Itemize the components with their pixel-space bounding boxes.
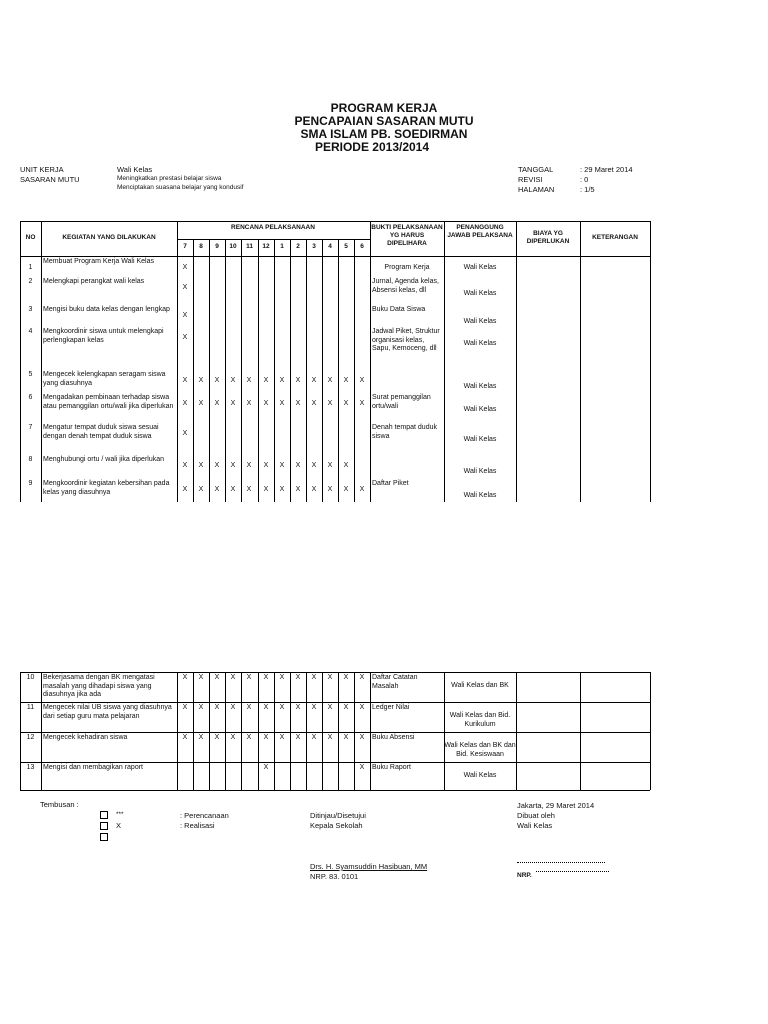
principal-name: Drs. H. Syamsuddin Hasibuan, MM: [310, 862, 428, 871]
legend-box-3: [100, 833, 108, 841]
row-kegiatan: Bekerjasama dengan BK mengatasi masalah yang dihadapi siswa yang diasuhnya jika ada: [43, 674, 155, 698]
realisasi-mark: X: [359, 400, 365, 407]
realisasi-mark: X: [230, 462, 236, 469]
month-header-8: 8: [199, 243, 203, 250]
realisasi-mark: X: [182, 486, 188, 493]
month-rule: [209, 672, 210, 790]
realisasi-mark: X: [327, 400, 333, 407]
realisasi-mark: X: [327, 734, 333, 741]
row-bukti: Daftar Piket: [372, 480, 409, 487]
column-rule: [370, 672, 371, 790]
row-number: 12: [26, 734, 35, 741]
row-bukti: Jadwal Piket, Struktur organisasi kelas, Sapu, Kemoceng, dll: [372, 328, 440, 352]
realisasi-mark: X: [198, 486, 204, 493]
realisasi-mark: X: [295, 704, 301, 711]
sasaran-value-1: Meningkatkan prestasi belajar siswa: [117, 175, 222, 182]
month-header-4: 4: [328, 243, 332, 250]
realisasi-mark: X: [295, 486, 301, 493]
realisasi-mark: X: [327, 674, 333, 681]
unit-label: UNIT KERJA: [20, 165, 64, 174]
row-number: 6: [28, 394, 33, 401]
realisasi-mark: X: [343, 674, 349, 681]
revisi-label: REVISI: [518, 175, 543, 184]
realisasi-mark: X: [182, 704, 188, 711]
realisasi-mark: X: [311, 400, 317, 407]
realisasi-mark: X: [246, 704, 252, 711]
realisasi-mark: X: [327, 704, 333, 711]
row-penanggung-jawab: Wali Kelas: [463, 468, 497, 475]
row-penanggung-jawab: Wali Kelas: [463, 264, 497, 271]
realisasi-mark: X: [279, 377, 285, 384]
row-number: 3: [28, 306, 33, 313]
legend-symbol-real: X: [116, 821, 122, 830]
realisasi-mark: X: [311, 486, 317, 493]
realisasi-mark: X: [343, 400, 349, 407]
month-rule: [241, 672, 242, 790]
row-penanggung-jawab: Wali Kelas: [463, 436, 497, 443]
realisasi-mark: X: [230, 400, 236, 407]
row-kegiatan: Mengkoordinir kegiatan kebersihan pada kelas yang diasuhnya: [43, 480, 170, 496]
realisasi-mark: X: [279, 734, 285, 741]
realisasi-mark: X: [311, 704, 317, 711]
month-rule: [354, 672, 355, 790]
row-penanggung-jawab: Wali Kelas: [463, 383, 497, 390]
row-kegiatan: Mengisi buku data kelas dengan lengkap: [43, 306, 170, 313]
realisasi-mark: X: [198, 400, 204, 407]
doc-title-line4: PERIODE 2013/2014: [314, 140, 430, 154]
realisasi-mark: X: [295, 400, 301, 407]
wali-nrp-label: NRP.: [517, 872, 532, 879]
realisasi-mark: X: [198, 462, 204, 469]
month-rule: [225, 672, 226, 790]
row-number: 5: [28, 371, 33, 378]
column-rule: [41, 221, 42, 502]
month-header-12: 12: [262, 243, 270, 250]
col-rencana-header: RENCANA PELAKSANAAN: [231, 224, 315, 231]
tembusan-label: Tembusan :: [40, 800, 79, 809]
row-penanggung-jawab: Wali Kelas: [463, 318, 497, 325]
realisasi-mark: X: [343, 377, 349, 384]
realisasi-mark: X: [263, 400, 269, 407]
tanggal-label: TANGGAL: [518, 165, 554, 174]
row-penanggung-jawab: Wali Kelas dan BK dan Bid. Kesiswaan: [444, 742, 516, 758]
row-kegiatan: Mengadakan pembinaan terhadap siswa atau pemanggilan ortu/wali jika diperlukan: [43, 394, 174, 410]
row-kegiatan: Membuat Program Kerja Wali Kelas: [43, 258, 155, 265]
dibuat-label: Dibuat oleh: [517, 811, 555, 820]
realisasi-mark: X: [311, 734, 317, 741]
realisasi-mark: X: [295, 462, 301, 469]
realisasi-mark: X: [263, 674, 269, 681]
row-penanggung-jawab: Wali Kelas dan BK: [451, 682, 509, 689]
realisasi-mark: X: [263, 764, 269, 771]
realisasi-mark: X: [263, 704, 269, 711]
realisasi-mark: X: [359, 764, 365, 771]
halaman-value: : 1/5: [580, 185, 595, 194]
month-rule: [290, 672, 291, 790]
row-penanggung-jawab: Wali Kelas: [463, 406, 497, 413]
col-biaya-header: BIAYA YG DIPERLUKAN: [526, 230, 570, 245]
column-rule: [516, 672, 517, 790]
realisasi-mark: X: [263, 462, 269, 469]
realisasi-mark: X: [230, 704, 236, 711]
realisasi-mark: X: [214, 377, 220, 384]
realisasi-mark: X: [214, 704, 220, 711]
realisasi-mark: X: [182, 264, 188, 271]
col-no-header: NO: [25, 234, 36, 241]
realisasi-mark: X: [182, 462, 188, 469]
realisasi-mark: X: [214, 734, 220, 741]
realisasi-mark: X: [359, 674, 365, 681]
realisasi-mark: X: [214, 462, 220, 469]
realisasi-mark: X: [263, 486, 269, 493]
col-pj-header: PENANGGUNG JAWAB PELAKSANA: [447, 224, 513, 239]
realisasi-mark: X: [311, 462, 317, 469]
row-bukti: Denah tempat duduk siswa: [372, 424, 437, 440]
header-bottom-rule: [20, 256, 650, 257]
row-number: 8: [28, 456, 33, 463]
row-penanggung-jawab: Wali Kelas: [463, 340, 497, 347]
row-penanggung-jawab: Wali Kelas: [463, 290, 497, 297]
realisasi-mark: X: [198, 674, 204, 681]
month-header-3: 3: [312, 243, 316, 250]
doc-title-line3: SMA ISLAM PB. SOEDIRMAN: [300, 127, 468, 141]
place-date: Jakarta, 29 Maret 2014: [517, 801, 595, 810]
doc-title-line1: PROGRAM KERJA: [330, 101, 438, 115]
realisasi-mark: X: [311, 674, 317, 681]
row-penanggung-jawab: Wali Kelas dan Bid. Kurikulum: [449, 712, 511, 728]
realisasi-mark: X: [359, 734, 365, 741]
row-number: 10: [26, 674, 35, 681]
row-number: 11: [26, 704, 35, 711]
realisasi-mark: X: [327, 377, 333, 384]
row-number: 9: [28, 480, 33, 487]
row-penanggung-jawab: Wali Kelas: [463, 772, 497, 779]
column-rule: [370, 221, 371, 502]
signature-line-nrp: [536, 871, 609, 872]
realisasi-mark: X: [343, 486, 349, 493]
row-number: 1: [28, 264, 33, 271]
realisasi-mark: X: [198, 734, 204, 741]
realisasi-mark: X: [343, 462, 349, 469]
column-rule: [580, 672, 581, 790]
column-rule: [177, 672, 178, 790]
row-number: 4: [28, 328, 33, 335]
month-rule: [258, 672, 259, 790]
realisasi-mark: X: [263, 377, 269, 384]
realisasi-mark: X: [214, 400, 220, 407]
realisasi-mark: X: [198, 377, 204, 384]
column-rule: [516, 221, 517, 502]
month-rule: [338, 672, 339, 790]
realisasi-mark: X: [182, 674, 188, 681]
realisasi-mark: X: [182, 377, 188, 384]
month-header-2: 2: [296, 243, 300, 250]
column-rule: [650, 672, 651, 790]
sasaran-label: SASARAN MUTU: [20, 175, 80, 184]
tanggal-value: : 29 Maret 2014: [580, 165, 633, 174]
row-bukti: Program Kerja: [384, 264, 430, 271]
col-bukti-header: BUKTI PELAKSANAAN YG HARUS DIPELIHARA: [371, 224, 443, 247]
realisasi-mark: X: [246, 734, 252, 741]
month-header-6: 6: [360, 243, 364, 250]
month-rule: [354, 239, 355, 502]
realisasi-mark: X: [263, 734, 269, 741]
halaman-label: HALAMAN: [518, 185, 555, 194]
row-penanggung-jawab: Wali Kelas: [463, 492, 497, 499]
realisasi-mark: X: [230, 674, 236, 681]
realisasi-mark: X: [295, 674, 301, 681]
unit-value: Wali Kelas: [117, 165, 153, 174]
realisasi-mark: X: [214, 674, 220, 681]
realisasi-mark: X: [295, 734, 301, 741]
realisasi-mark: X: [198, 704, 204, 711]
legend-box-2: [100, 822, 108, 830]
month-header-10: 10: [229, 243, 237, 250]
realisasi-mark: X: [343, 704, 349, 711]
realisasi-mark: X: [182, 284, 188, 291]
ditinjau-label: Ditinjau/Disetujui: [310, 811, 366, 820]
row-kegiatan: Mengecek nilai UB siswa yang diasuhnya dari setiap guru mata pelajaran: [43, 704, 172, 720]
col-kegiatan-header: KEGIATAN YANG DILAKUKAN: [62, 234, 156, 241]
column-rule: [41, 672, 42, 790]
month-header-1: 1: [280, 243, 284, 250]
row-kegiatan: Melengkapi perangkat wali kelas: [43, 278, 145, 285]
month-header-9: 9: [215, 243, 219, 250]
row-bukti: Buku Absensi: [372, 734, 415, 741]
realisasi-mark: X: [359, 377, 365, 384]
realisasi-mark: X: [246, 400, 252, 407]
realisasi-mark: X: [327, 462, 333, 469]
month-rule: [274, 672, 275, 790]
principal-nrp: NRP. 83. 0101: [310, 872, 359, 881]
row-kegiatan: Mengisi dan membagikan raport: [43, 764, 143, 771]
row-kegiatan: Mengkoordinir siswa untuk melengkapi perlengkapan kelas: [43, 328, 164, 344]
row-kegiatan: Mengatur tempat duduk siswa sesuai dengan denah tempat duduk siswa: [43, 424, 159, 440]
doc-title-line2: PENCAPAIAN SASARAN MUTU: [294, 114, 474, 128]
month-rule: [306, 672, 307, 790]
row-kegiatan: Mengecek kehadiran siswa: [43, 734, 128, 741]
realisasi-mark: X: [279, 400, 285, 407]
realisasi-mark: X: [182, 312, 188, 319]
month-header-11: 11: [246, 243, 253, 250]
revisi-value: : 0: [580, 175, 589, 184]
realisasi-mark: X: [230, 377, 236, 384]
realisasi-mark: X: [182, 734, 188, 741]
legend-text-real: : Realisasi: [180, 821, 215, 830]
legend-text-plan: : Perencanaan: [180, 811, 229, 820]
column-rule: [580, 221, 581, 502]
realisasi-mark: X: [182, 430, 188, 437]
realisasi-mark: X: [246, 674, 252, 681]
realisasi-mark: X: [359, 486, 365, 493]
realisasi-mark: X: [279, 674, 285, 681]
sasaran-value-2: Menciptakan suasana belajar yang kondusif: [117, 184, 244, 191]
row-bukti: Ledger Nilai: [372, 704, 410, 711]
table2-top-rule: [20, 672, 650, 673]
realisasi-mark: X: [343, 734, 349, 741]
realisasi-mark: X: [279, 704, 285, 711]
realisasi-mark: X: [359, 704, 365, 711]
realisasi-mark: X: [246, 462, 252, 469]
table2-row-rule: [20, 732, 650, 733]
legend-symbol-plan: ***: [116, 811, 124, 818]
realisasi-mark: X: [327, 486, 333, 493]
realisasi-mark: X: [182, 334, 188, 341]
col-keterangan-header: KETERANGAN: [592, 234, 638, 241]
row-kegiatan: Mengecek kelengkapan seragam siswa yang diasuhnya: [43, 371, 166, 387]
realisasi-mark: X: [246, 377, 252, 384]
realisasi-mark: X: [230, 734, 236, 741]
row-bukti: Buku Data Siswa: [372, 306, 426, 313]
realisasi-mark: X: [214, 486, 220, 493]
realisasi-mark: X: [295, 377, 301, 384]
table-top-rule: [20, 221, 650, 222]
wali-kelas-label: Wali Kelas: [517, 821, 553, 830]
row-bukti: Daftar Catatan Masalah: [372, 674, 418, 690]
realisasi-mark: X: [230, 486, 236, 493]
month-rule: [193, 672, 194, 790]
table2-row-rule: [20, 762, 650, 763]
row-bukti: Jurnal, Agenda kelas, Absensi kelas, dll: [372, 278, 439, 294]
realisasi-mark: X: [279, 486, 285, 493]
kepala-sekolah-label: Kepala Sekolah: [310, 821, 363, 830]
signature-line-name: [517, 862, 605, 863]
row-kegiatan: Menghubungi ortu / wali jika diperlukan: [43, 456, 165, 463]
row-number: 13: [26, 764, 35, 771]
row-number: 7: [28, 424, 33, 431]
table2-bottom-rule: [20, 790, 650, 791]
month-header-7: 7: [183, 243, 187, 250]
realisasi-mark: X: [246, 486, 252, 493]
row-number: 2: [28, 278, 33, 285]
table2-row-rule: [20, 702, 650, 703]
realisasi-mark: X: [279, 462, 285, 469]
column-rule: [650, 221, 651, 502]
row-bukti: Buku Raport: [372, 764, 411, 771]
realisasi-mark: X: [311, 377, 317, 384]
month-rule: [322, 672, 323, 790]
month-header-5: 5: [344, 243, 348, 250]
legend-box-1: [100, 811, 108, 819]
realisasi-mark: X: [182, 400, 188, 407]
row-bukti: Surat pemanggilan ortu/wali: [372, 394, 431, 410]
